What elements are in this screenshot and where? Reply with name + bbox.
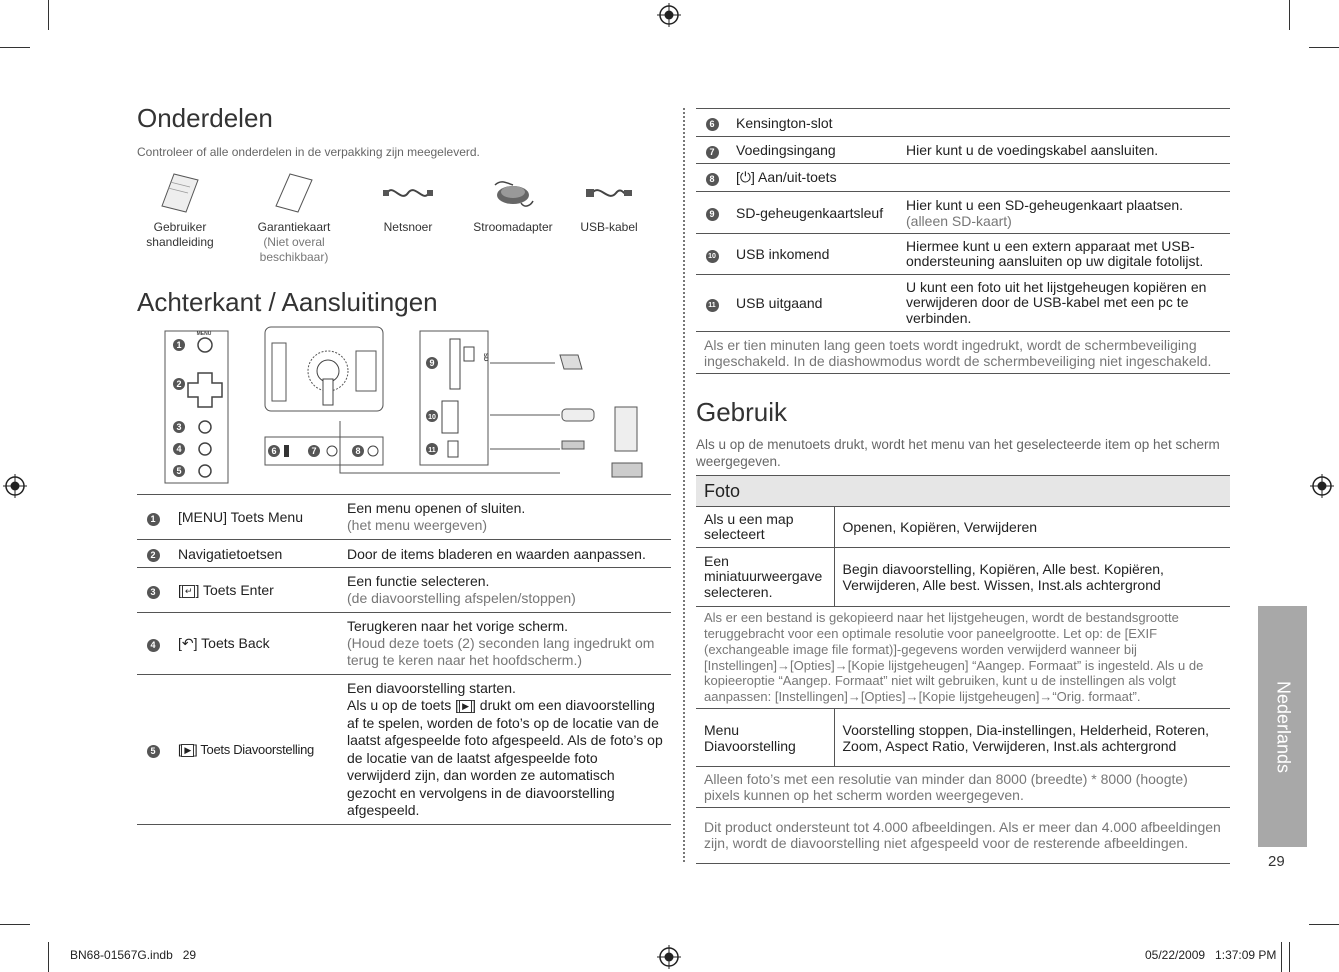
gebruik-title: Gebruik	[696, 397, 788, 427]
usb-cable-icon	[586, 181, 632, 205]
table-row: 11 USB uitgaand U kunt een foto uit het lijstgeheugen kopiëren en verwijderen door de USB-kabel met een pc te verbinden.	[696, 275, 1230, 332]
row-number: 2	[147, 549, 160, 562]
row-note: (het menu weergeven)	[347, 517, 488, 533]
sd-label: SD	[482, 353, 488, 362]
table-header: Foto	[696, 476, 1230, 507]
row-name: Navigatietoetsen	[169, 540, 347, 568]
part-item-power-cord	[360, 170, 456, 235]
row-number: 1	[147, 513, 160, 526]
crop-mark	[1309, 924, 1339, 925]
table-row-note: Dit product ondersteunt tot 4.000 afbeeldingen. Als er meer dan 4.000 afbeeldingen zijn, wordt de diavoorstelling niet afgespeeld voor de resterende afbeeldingen.	[696, 808, 1230, 864]
footer-right: 05/22/2009 1:37:09 PM	[1145, 948, 1277, 962]
page-number: 29	[1268, 853, 1285, 870]
table-row: 10 USB inkomend Hiermee kunt u een extern apparaat met USB-ondersteuning aansluiten op uw digitale fotolijst.	[696, 234, 1230, 275]
connections-table	[696, 108, 1230, 374]
part-label: Netsnoer	[383, 220, 433, 234]
diagram-num: 5	[176, 466, 182, 476]
crop-mark	[48, 0, 49, 30]
table-row: 9 SD-geheugenkaartsleuf Hier kunt u een SD-geheugenkaart plaatsen. (alleen SD-kaart)	[696, 192, 1230, 234]
enter-icon: ↵	[182, 585, 196, 598]
row-desc: Een menu openen of sluiten.	[347, 500, 526, 516]
diagram-num: 11	[428, 447, 436, 454]
table-row-note: Alleen foto’s met een resolutie van minder dan 8000 (breedte) * 8000 (hoogte) pixels kunnen op het scherm worden weergegeven.	[696, 767, 1230, 808]
row-name: [MENU] Toets Menu	[169, 495, 347, 540]
row-number: 4	[147, 639, 160, 652]
diagram-num: 1	[176, 340, 182, 350]
back-icon: ↶	[181, 635, 194, 651]
part-label: USB-kabel	[580, 220, 638, 234]
power-cord-icon	[383, 181, 433, 205]
diagram-num: 4	[176, 444, 182, 454]
onderdelen-title: Onderdelen	[137, 103, 273, 133]
table-row: 5 [ ▶ ] Toets Diavoorstelling Een diavoorstelling starten. Als u op de toets [ ▶ ] drukt om een diavoorstelling af te spelen, worden de foto’s op de locatie van de laatst afgespeelde foto afgespeeld. Als de foto’s op de locatie van de laatst afgespeelde foto verwijderd zijn, dan worden ze automatisch gezocht en vervolgens in de diavoorstelling afgespeeld.	[137, 675, 671, 825]
crop-mark	[48, 942, 49, 972]
part-label: Stroomadapter	[473, 220, 553, 234]
language-tab: Nederlands	[1258, 606, 1307, 847]
part-item-usb-cable	[561, 170, 657, 235]
footer-left: BN68-01567G.indb 29	[70, 948, 197, 962]
foto-table	[696, 475, 1230, 864]
crop-mark	[0, 924, 30, 925]
power-icon: ⏻	[739, 169, 751, 185]
diagram-num: 6	[271, 446, 277, 456]
crop-mark	[1289, 0, 1290, 30]
diagram-num: 9	[429, 358, 435, 368]
buttons-table	[137, 494, 671, 825]
diagram-num: 2	[176, 379, 182, 389]
row-desc: Door de items bladeren en waarden aanpassen.	[347, 540, 671, 568]
part-label: Gebruiker shandleiding	[146, 220, 214, 249]
table-row: 6 Kensington-slot	[696, 109, 1230, 137]
crop-mark	[1309, 47, 1339, 48]
row-number: 3	[147, 586, 160, 599]
row-number: 5	[147, 745, 160, 758]
warranty-card-icon	[274, 172, 314, 214]
table-row: 4 [↶] Toets Back Terugkeren naar het vorige scherm. (Houd deze toets (2) seconden lang ingedrukt om terug te keren naar het hoofdscherm.)	[137, 613, 671, 675]
row-desc: Terugkeren naar het vorige scherm.	[347, 618, 568, 634]
column-divider	[683, 108, 685, 862]
menu-label: MENU	[196, 331, 212, 337]
table-row: Een miniatuurweergave selecteren. Begin diavoorstelling, Kopiëren, Alle best. Kopiëren, Verwijderen, Alle best. Wissen, Inst.als achtergrond	[696, 548, 1230, 607]
row-note: (Houd deze toets (2) seconden lang ingedrukt om terug te keren naar het hoofdscherm.)	[347, 635, 655, 668]
slideshow-icon: ▶	[181, 744, 194, 757]
slideshow-icon: ▶	[459, 700, 472, 713]
gebruik-subtitle: Als u op de menutoets drukt, wordt het menu van het geselecteerde item op het scherm weergegeven.	[696, 437, 1220, 469]
part-item-manual	[132, 170, 228, 250]
crop-mark	[1289, 942, 1290, 972]
registration-mark-icon	[3, 474, 27, 498]
table-row	[137, 495, 671, 540]
row-note: (de diavoorstelling afspelen/stoppen)	[347, 590, 576, 606]
manual-icon	[160, 172, 200, 214]
diagram-num: 10	[428, 414, 436, 421]
part-item-adapter	[465, 170, 561, 235]
diagram-num: 7	[311, 446, 317, 456]
table-row: Als u een map selecteert Openen, Kopiëren, Verwijderen	[696, 507, 1230, 548]
registration-mark-icon	[657, 3, 681, 27]
registration-mark-icon	[1310, 474, 1334, 498]
diagram-num: 8	[355, 446, 361, 456]
row-desc: Een functie selecteren.	[347, 573, 490, 589]
table-row-note: Als er tien minuten lang geen toets wordt ingedrukt, wordt de schermbeveiliging ingeschakeld. In de diashowmodus wordt de schermbeveiliging niet ingeschakeld.	[696, 332, 1230, 374]
table-row: 3 [ ↵ ] Toets Enter Een functie selecteren. (de diavoorstelling afspelen/stoppen)	[137, 568, 671, 613]
onderdelen-subtitle: Controleer of alle onderdelen in de verpakking zijn meegeleverd.	[137, 145, 480, 159]
table-row: 7 Voedingsingang Hier kunt u de voedingskabel aansluiten.	[696, 137, 1230, 164]
part-item-warranty	[246, 170, 342, 265]
part-note: (Niet overal beschikbaar)	[259, 235, 329, 264]
registration-mark-icon	[657, 945, 681, 969]
diagram-num: 3	[176, 422, 182, 432]
power-adapter-icon	[491, 175, 535, 211]
achterkant-title: Achterkant / Aansluitingen	[137, 287, 438, 317]
row-desc: Een diavoorstelling starten.	[347, 679, 516, 696]
rear-panel-diagram	[160, 325, 650, 490]
table-row: Menu Diavoorstelling Voorstelling stoppen, Dia-instellingen, Helderheid, Roteren, Zoom, Aspect Ratio, Verwijderen, Inst.als achtergrond	[696, 709, 1230, 767]
part-label: Garantiekaart	[257, 220, 331, 234]
table-row: 8 [⏻] Aan/uit-toets	[696, 164, 1230, 192]
table-row-note: Als er een bestand is gekopieerd naar het lijstgeheugen, wordt de bestandsgrootte teruggebracht voor een optimale resolutie voor paneelgrootte. Let op: de [EXIF (exchangeable image file format)]-gegevens worden verwijderd wanneer bij [Instellingen]→[Opties]→[Kopie lijstgeheugen] “Aangep. Formaat” is ingesteld. Als u de kopieeroptie “Aangep. Formaat” niet wilt gebruiken, kunt u de instellingen als volgt aanpassen: [Instellingen]→[Opties]→[Kopie lijstgeheugen]→“Orig. formaat”.	[696, 607, 1230, 709]
crop-mark	[0, 47, 30, 48]
table-row	[137, 540, 671, 568]
